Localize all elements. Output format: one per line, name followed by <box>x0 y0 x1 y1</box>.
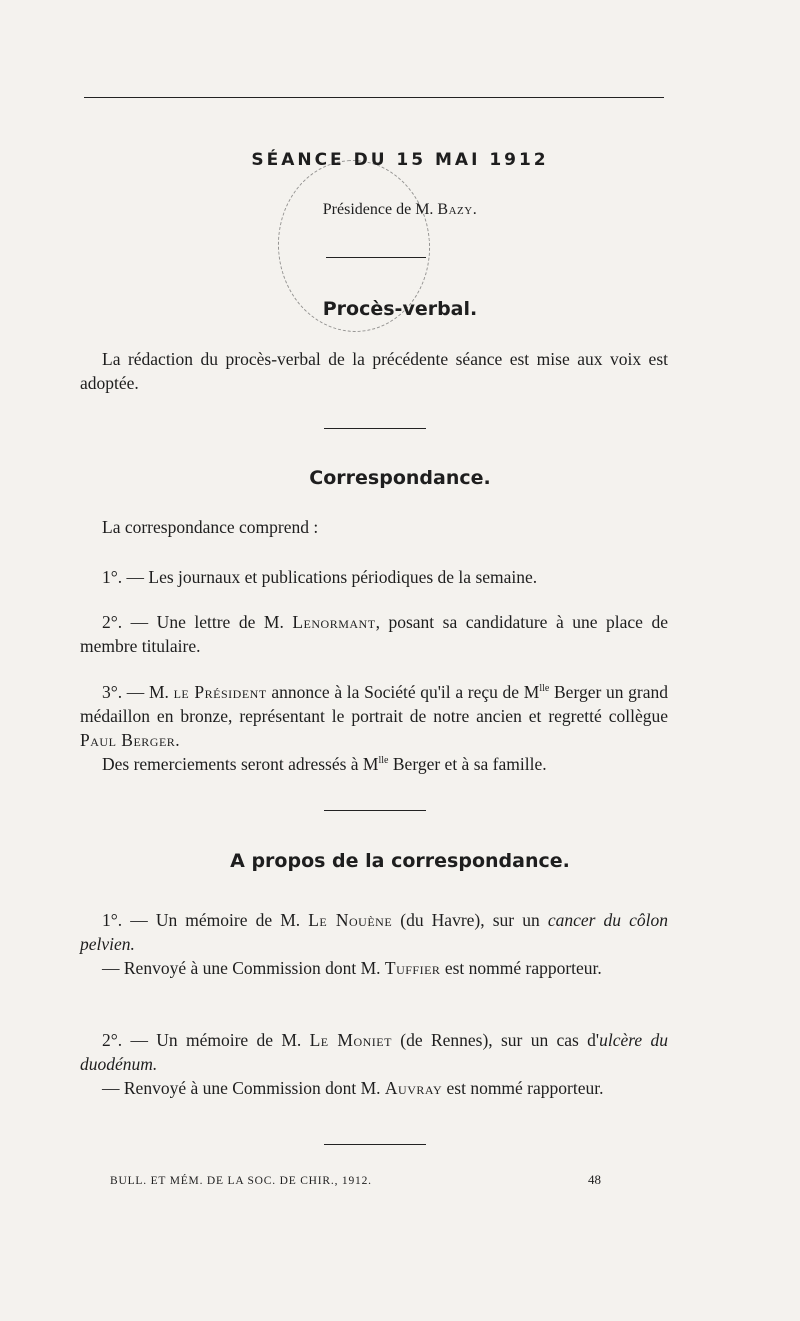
footer-journal: BULL. ET MÉM. DE LA SOC. DE CHIR., 1912. <box>110 1175 372 1187</box>
correspondance-intro <box>80 515 668 539</box>
person-name: Paul Berger <box>80 730 176 750</box>
person-name: Le Moniet <box>309 1030 392 1050</box>
text-run: — Renvoyé à une Commission dont M. <box>102 1078 385 1098</box>
section-rule <box>324 1144 426 1145</box>
person-name: Auvray <box>384 1078 443 1098</box>
correspondance-item-1 <box>80 565 668 589</box>
a-propos-item-2 <box>80 1028 668 1100</box>
presidence-line <box>0 201 800 219</box>
paragraph: 1°. — Les journaux et publications périodiques de la semaine. <box>102 567 538 587</box>
text-run: (de Rennes), sur un cas d' <box>391 1030 600 1050</box>
paragraph: La rédaction du procès-verbal de la précédente séance est mise aux voix est adoptée. <box>80 349 668 393</box>
a-propos-heading: A propos de la correspondance. <box>230 850 570 872</box>
text-run: annonce à la Société qu'il a reçu de M <box>266 682 540 702</box>
text-run: est nommé rapporteur. <box>442 1078 604 1098</box>
paragraph <box>80 956 668 980</box>
president-name: Bazy. <box>437 201 478 218</box>
seance-title: SÉANCE DU 15 MAI 1912 <box>251 150 549 170</box>
president-title: le Président <box>173 682 267 702</box>
text-run: est nommé rapporteur. <box>440 958 602 978</box>
a-propos-item-1 <box>80 908 668 980</box>
text-run: 2°. — Un mémoire de M. <box>102 1030 310 1050</box>
text-run: . <box>175 730 180 750</box>
paragraph: La correspondance comprend : <box>102 517 319 537</box>
superscript: lle <box>539 683 550 695</box>
correspondance-item-2 <box>80 610 668 658</box>
paragraph <box>80 1076 668 1100</box>
text-run: 2°. — Une lettre de M. <box>102 612 293 632</box>
text-run: 1°. — Un mémoire de M. <box>102 910 309 930</box>
text-run: Des remerciements seront adressés à M <box>102 754 379 774</box>
text-run: 3°. — M. <box>102 682 174 702</box>
text-run: Berger et à sa famille. <box>388 754 547 774</box>
paragraph <box>80 908 668 956</box>
paragraph <box>80 752 668 776</box>
correspondance-item-3 <box>80 680 668 776</box>
person-name: Lenormant <box>292 612 376 632</box>
text-run: — Renvoyé à une Commission dont M. <box>102 958 385 978</box>
section-rule <box>326 257 426 258</box>
text-run: (du Havre), sur un <box>392 910 548 930</box>
top-rule <box>84 97 664 98</box>
text-run: Berger un grand médaillon en bronze, représentant le portrait de notre ancien et regretté collègue <box>80 682 669 726</box>
paragraph <box>80 610 668 658</box>
superscript: lle <box>378 755 389 767</box>
person-name: Tuffier <box>384 958 441 978</box>
proces-verbal-heading: Procès-verbal. <box>322 298 478 320</box>
section-rule <box>324 428 426 429</box>
person-name: Le Nouène <box>308 910 393 930</box>
italic-title: ulcère du duodénum. <box>80 1030 668 1074</box>
presidence-prefix: Présidence de M. <box>322 201 434 218</box>
italic-title: cancer du côlon pelvien. <box>80 910 668 954</box>
paragraph <box>80 1028 668 1076</box>
page-number: 48 <box>588 1172 601 1187</box>
proces-verbal-text <box>80 347 668 395</box>
correspondance-heading: Correspondance. <box>309 467 491 489</box>
paragraph <box>80 680 668 752</box>
text-run: , posant sa candidature à une place de membre titulaire. <box>80 612 668 656</box>
section-rule <box>324 810 426 811</box>
